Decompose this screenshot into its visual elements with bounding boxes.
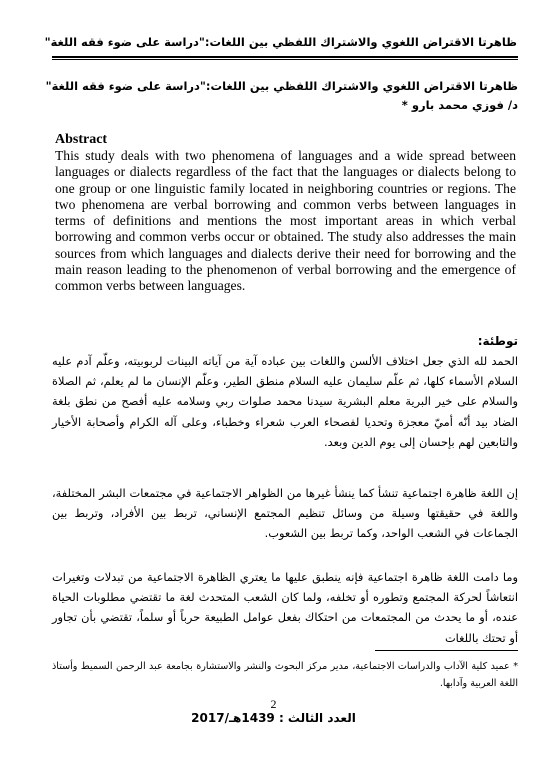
- issue-line: العدد الثالث : 1439هـ/2017: [191, 711, 356, 725]
- abstract-heading: Abstract: [55, 132, 108, 147]
- page-number: 2: [270, 697, 277, 711]
- header-rule-thin: [52, 59, 518, 60]
- abstract-body: This study deals with two phenomena of languages and a wide spread between languages or dialects regardless of the fact that the languages or dialects belong to one group or one linguistic family located in neighboring countries or regions. The two phenomena are verbal borrowing and common verbs between languages in terms of definitions and mentions the most important areas in which verbal borrowing and common verbs occur or obtained. The study also addresses the main sources from which languages and dialects derive their need for borrowing and the main reason leading to the phenomenon of verbal borrowing and the emergence of common verbs between languages.: [55, 148, 516, 294]
- intro-paragraph: وما دامت اللغة ظاهرة اجتماعية فإنه ينطبق عليها ما يعتري الظاهرة الاجتماعية من تبدلات وتغيرات انتعاشاً لحركة المجتمع وتطوره أو تخلفه، ولما كان الشعب المتحدث لغة ما تقتضي مطلوبات الحياة عنده، أو ما يحدث من المجتمعات من احتكاك بفعل عوامل الطبيعة حرباً أو سلماً، تقتضي بأن تجاور أو تحتك باللغات: [52, 570, 518, 645]
- author-footnote: * عميد كلية الآداب والدراسات الاجتماعية، مدير مركز البحوث والنشر والاستشارة بجامعة عبد الرحمن السميط وأستاذ اللغة العربية وآدابها.: [52, 661, 518, 689]
- article-title: ظاهرتا الاقتراض اللغوي والاشتراك اللفظي بين اللغات:"دراسة على ضوء فقه اللغة": [45, 79, 518, 93]
- author-name: د/ فوزي محمد بارو *: [401, 98, 518, 112]
- running-header: ظاهرتا الاقتراض اللغوي والاشتراك اللفظي بين اللغات:"دراسة على ضوء فقه اللغة": [44, 35, 517, 49]
- header-rule: [52, 56, 518, 58]
- intro-heading: توطئة:: [477, 334, 518, 348]
- footnote-rule: [375, 650, 518, 651]
- intro-paragraph: إن اللغة ظاهرة اجتماعية تنشأ كما ينشأ غيرها من الظواهر الاجتماعية في مجتمعات البشر المختلفة، واللغة في حقيقتها وسيلة من وسائل تنظيم المجتمع الإنساني، تربط بين الأفراد، وتربط بين الجماعات في الشعب الواحد، وكما تربط بين الشعوب.: [52, 486, 518, 541]
- intro-paragraph: الحمد لله الذي جعل اختلاف الألسن واللغات بين عباده آية من آياته البينات لربوبيته، وعلّم آدم عليه السلام الأسماء كلها، ثم علّم سليمان عليه السلام منطق الطير، وعلّم الإنسان ما لم يعلم، ثم الصلاة والسلام على خير البرية معلم البشرية سيدنا محمد صلوات ربي وسلامه عليه أفصح من نطق بلغة الضاد بيد أنّه أميّ معجزة وتحديا لفصحاء العرب شعراء وخطباء، وعلى آله الكرام وأصحابة الأخيار والتابعين لهم بإحسان إلى يوم الدين وبعد.: [52, 354, 518, 449]
